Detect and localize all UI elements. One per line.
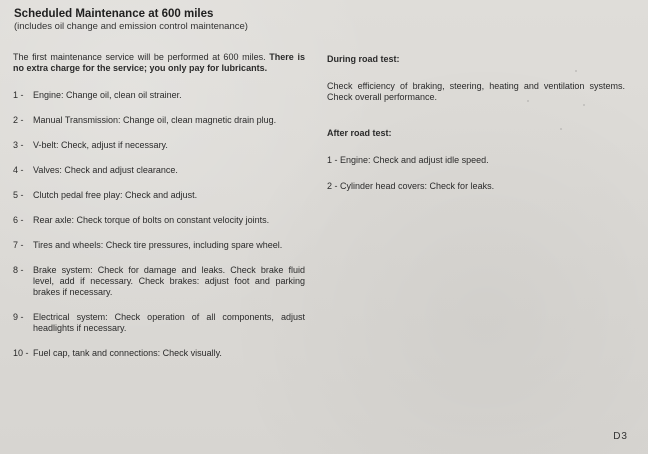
item-number: 9 -	[13, 312, 24, 322]
page-code: D3	[613, 431, 628, 442]
maintenance-item	[13, 348, 305, 359]
item-number: 10 -	[13, 348, 29, 358]
maintenance-list-column	[13, 52, 305, 373]
item-number: 4 -	[13, 165, 24, 175]
maintenance-item	[13, 140, 305, 151]
item-number: 8 -	[13, 265, 24, 275]
during-road-test-text: Check efficiency of braking, steering, heating and ventilation systems. Check overall performance.	[327, 81, 625, 102]
item-text: V-belt: Check, adjust if necessary.	[33, 140, 168, 150]
item-text: Brake system: Check for damage and leaks. Check brake fluid level, add if necessary. Check brakes: adjust foot and parking brakes if necessary.	[33, 265, 305, 297]
item-text: Valves: Check and adjust clearance.	[33, 165, 178, 175]
item-number: 2 -	[13, 115, 24, 125]
after-road-test-item: 2 - Cylinder head covers: Check for leaks.	[327, 181, 495, 191]
item-number: 7 -	[13, 240, 24, 250]
road-test-column	[327, 54, 625, 207]
paper-speck	[560, 128, 562, 130]
page-subtitle: (includes oil change and emission control maintenance)	[14, 21, 248, 32]
item-text: Engine: Change oil, clean oil strainer.	[33, 90, 182, 100]
item-text: Rear axle: Check torque of bolts on constant velocity joints.	[33, 215, 270, 225]
maintenance-item	[13, 240, 305, 251]
intro-text: The first maintenance service will be performed at 600 miles.	[13, 52, 266, 62]
item-number: 1 -	[13, 90, 24, 100]
maintenance-item	[13, 312, 305, 334]
item-number: 6 -	[13, 215, 24, 225]
item-text: Clutch pedal free play: Check and adjust.	[33, 190, 198, 200]
maintenance-item	[13, 165, 305, 176]
paper-speck	[583, 104, 585, 106]
maintenance-item	[13, 190, 305, 201]
item-text: Fuel cap, tank and connections: Check visually.	[33, 348, 222, 358]
after-road-test-heading: After road test:	[327, 128, 392, 138]
maintenance-item	[13, 265, 305, 298]
during-road-test-heading: During road test:	[327, 54, 400, 64]
item-text: Tires and wheels: Check tire pressures, including spare wheel.	[33, 240, 283, 250]
paper-speck	[575, 70, 577, 72]
intro-bold-text: There is no extra charge for the service; you only pay for lubricants.	[13, 52, 305, 73]
intro-paragraph	[13, 52, 305, 74]
paper-speck	[527, 100, 529, 102]
paper-speck	[548, 84, 550, 86]
after-road-test-item: 1 - Engine: Check and adjust idle speed.	[327, 155, 489, 165]
item-number: 5 -	[13, 190, 24, 200]
item-number: 3 -	[13, 140, 24, 150]
maintenance-item	[13, 90, 305, 101]
maintenance-item	[13, 215, 305, 226]
maintenance-item	[13, 115, 305, 126]
page-title: Scheduled Maintenance at 600 miles	[14, 8, 214, 20]
item-text: Electrical system: Check operation of all components, adjust headlights if necessary.	[33, 312, 305, 333]
item-text: Manual Transmission: Change oil, clean magnetic drain plug.	[33, 115, 277, 125]
